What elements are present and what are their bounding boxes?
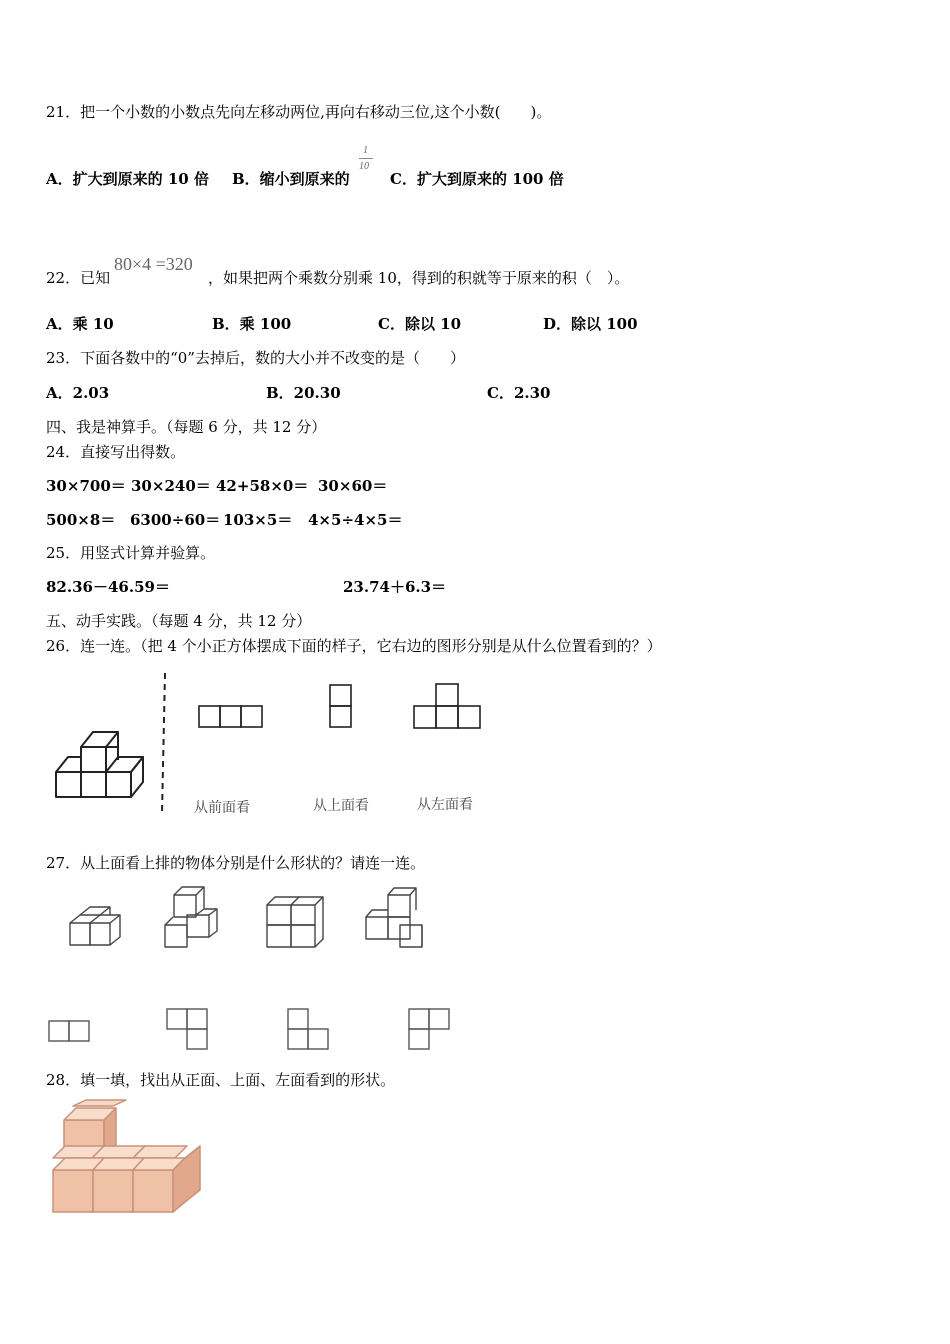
q21-option-a[interactable]: A．扩大到原来的 10 倍 bbox=[46, 170, 209, 188]
q21-option-c[interactable]: C．扩大到原来的 100 倍 bbox=[390, 170, 564, 188]
q25-stem: 25．用竖式计算并验算。 bbox=[46, 544, 216, 562]
q23-stem: 23．下面各数中的“0”去掉后，数的大小并不改变的是（ ） bbox=[46, 349, 465, 367]
q24-stem: 24．直接写出得数。 bbox=[46, 443, 186, 461]
q26-label-top[interactable]: 从上面看 bbox=[313, 798, 369, 814]
q25-item: 23.74＋6.3＝ bbox=[343, 578, 447, 596]
q27-objects-figure bbox=[40, 885, 460, 955]
q22-stem-pre: 22．已知 bbox=[46, 269, 111, 287]
q23-option-a[interactable]: A．2.03 bbox=[46, 384, 110, 402]
q23-option-c[interactable]: C．2.30 bbox=[487, 384, 551, 402]
q22-option-b[interactable]: B．乘 100 bbox=[212, 315, 292, 333]
section5-title: 五、动手实践。（每题 4 分，共 12 分） bbox=[46, 612, 312, 630]
q26-label-left[interactable]: 从左面看 bbox=[417, 797, 473, 813]
q26-stem: 26．连一连。（把 4 个小正方体摆成下面的样子，它右边的图形分别是从什么位置看到的？） bbox=[46, 637, 662, 655]
q24-item: 6300÷60＝ bbox=[130, 511, 221, 529]
q25-item: 82.36－46.59＝ bbox=[46, 578, 170, 596]
q28-cube-figure bbox=[40, 1098, 220, 1223]
q22-option-d[interactable]: D．除以 100 bbox=[543, 315, 638, 333]
q24-item: 500×8＝ bbox=[46, 511, 116, 529]
q21-fraction-bar bbox=[359, 158, 373, 159]
q21-fraction-numerator: 1 bbox=[363, 145, 368, 156]
q22-option-c[interactable]: C．除以 10 bbox=[378, 315, 462, 333]
q21-fraction-denominator: 10 bbox=[359, 161, 369, 172]
q22-equation: 80×4 =320 bbox=[114, 254, 193, 274]
q24-item: 103×5＝ bbox=[223, 511, 293, 529]
q22-stem-post: ，如果把两个乘数分别乘 10，得到的积就等于原来的积（ ）。 bbox=[208, 269, 630, 287]
q24-item: 4×5÷4×5＝ bbox=[308, 511, 403, 529]
q24-item: 42+58×0＝ bbox=[216, 477, 309, 495]
q21-stem: 21．把一个小数的小数点先向左移动两位,再向右移动三位,这个小数( )。 bbox=[46, 103, 552, 121]
q24-item: 30×60＝ bbox=[318, 477, 388, 495]
q21-option-b[interactable]: B．缩小到原来的 bbox=[232, 170, 350, 188]
q27-stem: 27．从上面看上排的物体分别是什么形状的？请连一连。 bbox=[46, 854, 426, 872]
section4-title: 四、我是神算手。（每题 6 分，共 12 分） bbox=[46, 418, 327, 436]
q24-item: 30×700＝ bbox=[46, 477, 126, 495]
q26-label-front[interactable]: 从前面看 bbox=[194, 800, 250, 816]
q22-option-a[interactable]: A．乘 10 bbox=[46, 315, 114, 333]
q27-views-figure bbox=[40, 1005, 460, 1057]
q28-stem: 28．填一填，找出从正面、上面、左面看到的形状。 bbox=[46, 1071, 396, 1089]
q24-item: 30×240＝ bbox=[131, 477, 211, 495]
q23-option-b[interactable]: B．20.30 bbox=[266, 384, 341, 402]
